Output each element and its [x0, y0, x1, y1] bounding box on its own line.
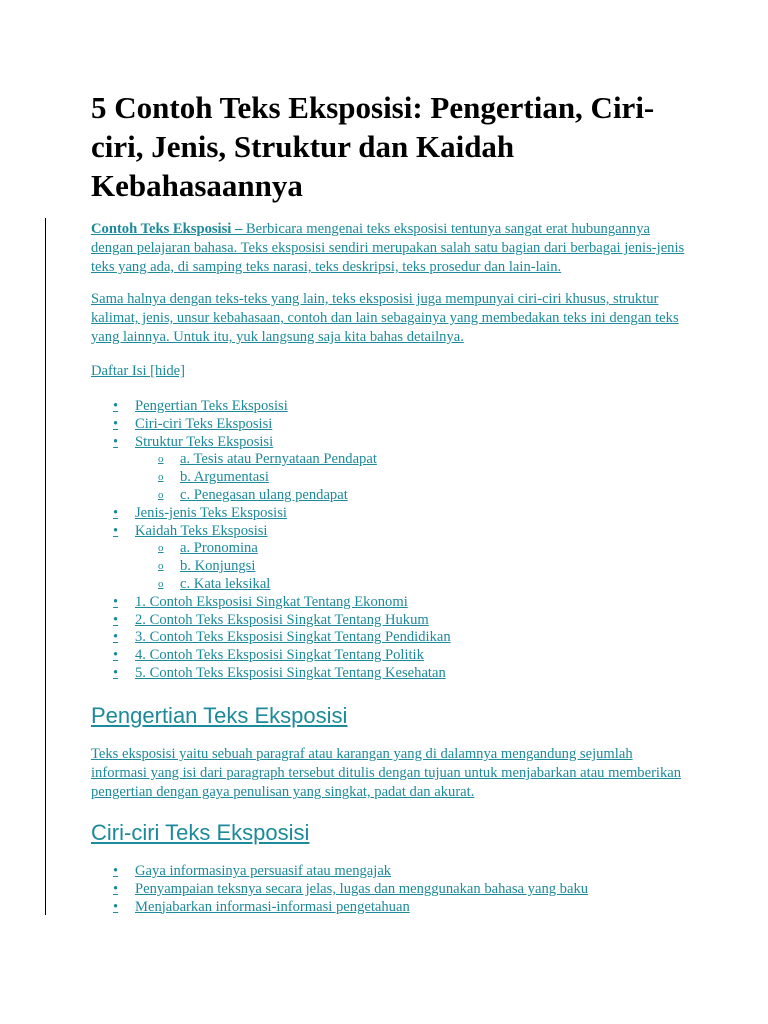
sub-bullet-icon: o: [158, 560, 164, 573]
page-title: 5 Contoh Teks Eksposisi: Pengertian, Ciri-ciri, Jenis, Struktur dan Kaidah Kebahasaannya: [91, 90, 655, 203]
intro-paragraph-1: [91, 220, 691, 277]
list-item-label[interactable]: Menjabarkan informasi-informasi pengetahuan: [135, 898, 410, 915]
bullet-icon: •: [113, 647, 119, 664]
bullet-icon: •: [113, 522, 119, 539]
toc-item[interactable]: [91, 665, 691, 683]
toc-item[interactable]: [91, 612, 691, 630]
toc-subitem[interactable]: [91, 451, 691, 469]
intro-text-1[interactable]: Berbicara mengenai teks eksposisi tentunya sangat erat hubungannya dengan pelajaran bahasa. Teks eksposisi sendiri merupakan salah satu bagian dari berbagai jenis-jenis teks yang ada, di samping teks narasi, teks deskripsi, teks prosedur dan lain-lain.: [91, 221, 685, 275]
toc-subitem[interactable]: [91, 487, 691, 505]
toc-item-label[interactable]: c. Penegasan ulang pendapat: [180, 486, 348, 503]
ciri-list: [91, 863, 691, 916]
bullet-icon: •: [113, 898, 119, 915]
bullet-icon: •: [113, 664, 119, 681]
section-heading-ciri[interactable]: Ciri-ciri Teks Eksposisi: [91, 820, 310, 845]
toc-item-label[interactable]: b. Konjungsi: [180, 558, 256, 575]
toc-item-label[interactable]: b. Argumentasi: [180, 469, 269, 486]
bullet-icon: •: [113, 593, 119, 610]
list-item[interactable]: [91, 881, 691, 899]
toc-item-label[interactable]: Jenis-jenis Teks Eksposisi: [135, 504, 287, 521]
toc-item[interactable]: [91, 505, 691, 523]
toc-subitem[interactable]: [91, 558, 691, 576]
toc-item-label[interactable]: 3. Contoh Teks Eksposisi Singkat Tentang Pendidikan: [135, 629, 451, 646]
toc-item-label[interactable]: Struktur Teks Eksposisi: [135, 433, 274, 450]
toc-item-label[interactable]: 2. Contoh Teks Eksposisi Singkat Tentang Hukum: [135, 611, 429, 628]
toc-item-label[interactable]: Ciri-ciri Teks Eksposisi: [135, 415, 273, 432]
bullet-icon: •: [113, 433, 119, 450]
toc-item[interactable]: [91, 398, 691, 416]
sub-bullet-icon: o: [158, 471, 164, 484]
bullet-icon: •: [113, 863, 119, 879]
intro-paragraph-2: [91, 290, 691, 347]
list-item-label[interactable]: Penyampaian teksnya secara jelas, lugas dan menggunakan bahasa yang baku: [135, 880, 589, 897]
toc-item-label[interactable]: c. Kata leksikal: [180, 575, 271, 592]
list-item[interactable]: [91, 899, 691, 917]
toc-item-label[interactable]: a. Pronomina: [180, 540, 258, 557]
sub-bullet-icon: o: [158, 542, 164, 555]
toc-subitem[interactable]: [91, 576, 691, 594]
pengertian-text[interactable]: Teks eksposisi yaitu sebuah paragraf atau karangan yang di dalamnya mengandung sejumlah informasi yang isi dari paragraph tersebut ditulis dengan tujuan untuk menjabarkan atau memberikan pengertian dengan gaya penulisan yang singkat, padat dan akurat.: [91, 746, 682, 800]
toc-item[interactable]: [91, 434, 691, 452]
bullet-icon: •: [113, 398, 119, 414]
table-of-contents: [91, 398, 691, 683]
pengertian-paragraph: [91, 745, 691, 802]
bullet-icon: •: [113, 880, 119, 897]
toc-item[interactable]: [91, 594, 691, 612]
margin-rule: [45, 218, 46, 915]
toc-title: [91, 362, 185, 381]
list-item[interactable]: [91, 863, 691, 881]
bullet-icon: •: [113, 415, 119, 432]
toc-item-label[interactable]: Pengertian Teks Eksposisi: [135, 398, 288, 414]
toc-item-label[interactable]: 5. Contoh Teks Eksposisi Singkat Tentang Kesehatan: [135, 664, 446, 681]
toc-item[interactable]: [91, 647, 691, 665]
sub-bullet-icon: o: [158, 488, 164, 501]
sub-bullet-icon: o: [158, 453, 164, 466]
bullet-icon: •: [113, 629, 119, 646]
toc-item[interactable]: [91, 416, 691, 434]
intro-text-2[interactable]: Sama halnya dengan teks-teks yang lain, teks eksposisi juga mempunyai ciri-ciri khusus, struktur kalimat, jenis, unsur kebahasaan, contoh dan lain sebagainya yang membedakan teks ini dengan teks yang lainnya. Untuk itu, yuk langsung saja kita bahas detailnya.: [91, 291, 679, 345]
toc-subitem[interactable]: [91, 469, 691, 487]
bullet-icon: •: [113, 611, 119, 628]
toc-item[interactable]: [91, 629, 691, 647]
section-heading-pengertian[interactable]: Pengertian Teks Eksposisi: [91, 703, 348, 728]
list-item-label[interactable]: Gaya informasinya persuasif atau mengajak: [135, 863, 392, 879]
intro-lead-link[interactable]: Contoh Teks Eksposisi –: [91, 221, 243, 237]
toc-item-label[interactable]: a. Tesis atau Pernyataan Pendapat: [180, 451, 377, 468]
toc-item-label[interactable]: 1. Contoh Eksposisi Singkat Tentang Ekonomi: [135, 593, 408, 610]
toc-item-label[interactable]: Kaidah Teks Eksposisi: [135, 522, 268, 539]
toc-title-link[interactable]: Daftar Isi [hide]: [91, 363, 186, 379]
bullet-icon: •: [113, 504, 119, 521]
document-page: [91, 88, 691, 915]
toc-item-label[interactable]: 4. Contoh Teks Eksposisi Singkat Tentang Politik: [135, 647, 424, 664]
toc-subitem[interactable]: [91, 540, 691, 558]
toc-item[interactable]: [91, 523, 691, 541]
sub-bullet-icon: o: [158, 577, 164, 590]
